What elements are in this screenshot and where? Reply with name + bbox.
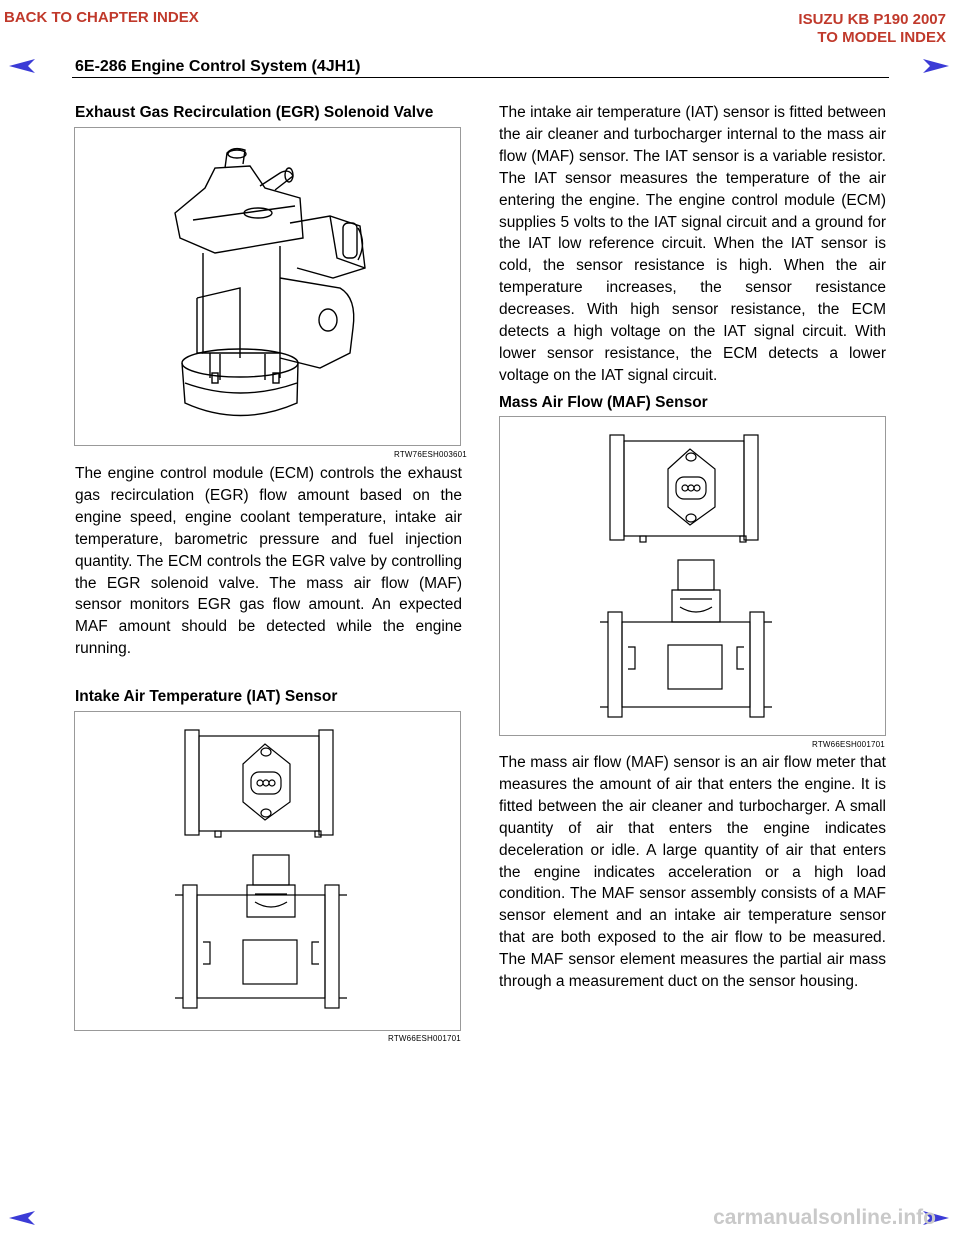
maf-paragraph: The mass air flow (MAF) sensor is an air flow meter that measures the amount of air that enters the engine. It is fitted between the air cleaner and turbocharger. A small quantity of air that enters the engine indicates deceleration or idle. A large quantity of air that enters the engine indicates acceleration or a high load condition. The MAF sensor assembly consists of a MAF sensor element and an intake air temperature sensor that are both exposed to the air flow to be measured. The MAF sensor element measures the partial air mass through a measurement duct on the sensor housing. — [499, 754, 886, 991]
to-model-index-link[interactable]: TO MODEL INDEX — [817, 29, 946, 46]
header-divider — [72, 77, 889, 78]
watermark: carmanualsonline.info — [713, 1206, 936, 1229]
egr-paragraph: The engine control module (ECM) controls the exhaust gas recirculation (EGR) flow amount based on the engine speed, engine coolant temperature, intake air temperature, barometric pressure and fuel injection quantity. The ECM controls the EGR valve by controlling the EGR solenoid valve. The mass air flow (MAF) sensor monitors EGR gas flow amount. An expected MAF amount should be detected while the engine running. — [75, 465, 462, 658]
egr-solenoid-valve-figure — [74, 127, 461, 446]
maf-figure-code: RTW66ESH001701 — [812, 740, 885, 749]
maf-heading: Mass Air Flow (MAF) Sensor — [499, 394, 708, 411]
maf-sensor-figure — [499, 416, 886, 736]
left-arrow-icon[interactable] — [8, 1210, 36, 1226]
egr-figure-code: RTW76ESH003601 — [394, 450, 467, 459]
iat-sensor-illustration — [75, 712, 461, 1031]
iat-figure-code: RTW66ESH001701 — [388, 1034, 461, 1043]
right-arrow-icon[interactable] — [922, 58, 950, 74]
iat-sensor-figure — [74, 711, 461, 1031]
maf-sensor-illustration — [500, 417, 886, 736]
egr-heading: Exhaust Gas Recirculation (EGR) Solenoid Valve — [75, 104, 434, 121]
iat-heading: Intake Air Temperature (IAT) Sensor — [75, 688, 338, 705]
back-to-chapter-index-link[interactable]: BACK TO CHAPTER INDEX — [4, 9, 199, 26]
model-title: ISUZU KB P190 2007 — [798, 11, 946, 28]
page-header-title: 6E-286 Engine Control System (4JH1) — [75, 58, 361, 75]
iat-paragraph: The intake air temperature (IAT) sensor is fitted between the air cleaner and turbocharger internal to the mass air flow (MAF) sensor. The IAT sensor is a variable resistor. The IAT sensor measures the temperature of the air entering the engine. The engine control module (ECM) supplies 5 volts to the IAT signal circuit and a ground for the IAT low reference circuit. When the IAT sensor is cold, the sensor resistance is high. When the air temperature increases, the sensor resistance decreases. With high sensor resistance, the ECM detects a high voltage on the IAT signal circuit. With lower sensor resistance, the ECM detects a lower voltage on the IAT signal circuit. — [499, 104, 886, 384]
egr-solenoid-valve-illustration — [75, 128, 461, 446]
left-arrow-icon[interactable] — [8, 58, 36, 74]
